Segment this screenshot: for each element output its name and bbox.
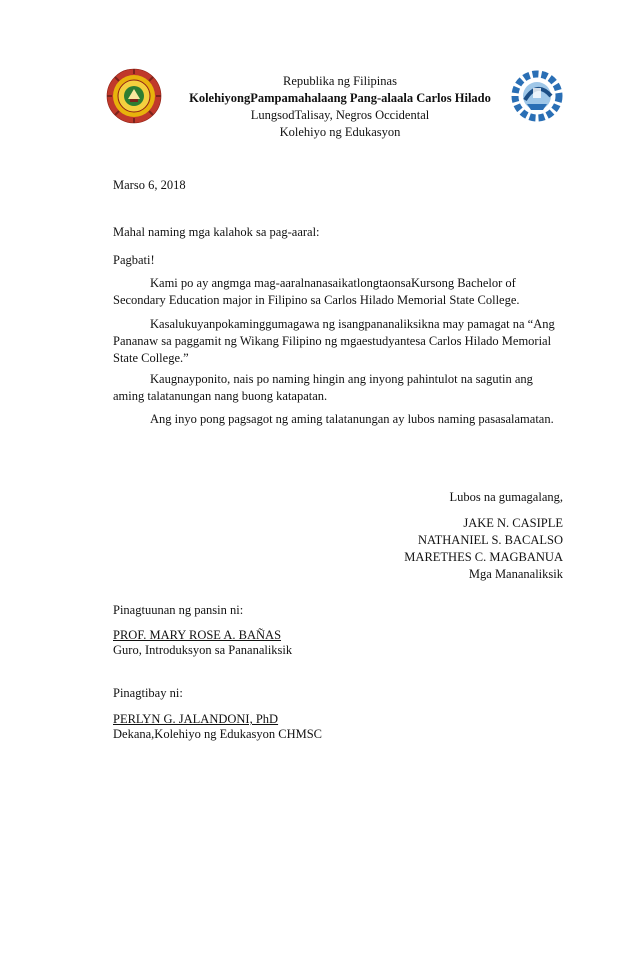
letter-paragraph	[113, 275, 563, 309]
noted-by-name: PROF. MARY ROSE A. BAÑAS	[113, 628, 282, 642]
noted-by-title: Guro, Introduksyon sa Pananaliksik	[113, 643, 293, 657]
letter-salutation: Mahal naming mga kalahok sa pag-aaral:	[113, 225, 320, 239]
letter-paragraph	[113, 316, 563, 367]
letter-closing: Lubos na gumagalang,	[449, 490, 563, 504]
letterhead-college: KolehiyongPampamahalaang Pang-alaala Carlos Hilado	[189, 91, 491, 105]
letterhead-location: LungsodTalisay, Negros Occidental	[250, 108, 430, 122]
researcher-name: JAKE N. CASIPLE	[463, 516, 563, 530]
researcher-name: NATHANIEL S. BACALSO	[417, 533, 563, 547]
letter-paragraph	[113, 371, 563, 405]
researchers-title: Mga Mananaliksik	[468, 567, 563, 581]
researchers-signature-block	[404, 515, 563, 583]
paragraph-text: Kami po ay angmga mag-aaralnanasaikatlongtaonsaKursong Bachelor of Secondary Education major in Filipino sa Carlos Hilado Memorial State College.	[113, 276, 520, 307]
approved-by-name: PERLYN G. JALANDONI, PhD	[113, 712, 279, 726]
researcher-name: MARETHES C. MAGBANUA	[404, 550, 563, 564]
letterhead	[140, 73, 540, 141]
paragraph-text: Ang inyo pong pagsagot ng aming talatanungan ay lubos naming pasasalamatan.	[150, 412, 554, 426]
paragraph-text: Kasalukuyanpokaminggumagawa ng isangpananaliksikna may pamagat na “Ang Pananaw sa paggamit ng Wikang Filipino ng mgaestudyantesa Carlos Hilado Memorial State College.”	[113, 317, 555, 365]
letter-paragraph	[113, 411, 563, 428]
approved-by-label: Pinagtibay ni:	[113, 686, 183, 700]
letterhead-country: Republika ng Filipinas	[283, 74, 397, 88]
approved-by-title: Dekana,Kolehiyo ng Edukasyon CHMSC	[113, 727, 323, 741]
letter-date: Marso 6, 2018	[113, 178, 186, 192]
letter-greeting: Pagbati!	[113, 253, 155, 267]
letterhead-department: Kolehiyo ng Edukasyon	[279, 125, 401, 139]
paragraph-text: Kaugnayponito, nais po naming hingin ang inyong pahintulot na sagutin ang aming talatanungan nang buong katapatan.	[113, 372, 533, 403]
noted-by-label: Pinagtuunan ng pansin ni:	[113, 603, 244, 617]
